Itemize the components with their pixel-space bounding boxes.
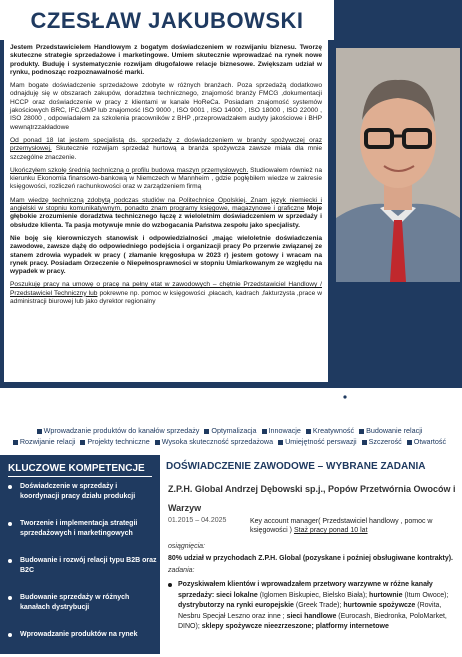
- candidate-name: CZESŁAW JAKUBOWSKI: [30, 8, 304, 33]
- bio-highlight: Mam wiedzę techniczną zdobytą podczas studiów na Politechnice Opolskiej. Znam język niemiecki i angielski w stopniu komunikatywnym, ponadto znam programy księgowe, magazynowe i graficzne: [10, 196, 322, 213]
- bullet-icon: [8, 485, 12, 489]
- square-bullet-icon: [407, 440, 412, 445]
- bio-paragraph: Jestem Przedstawicielem Handlowym z bogatym doświadczeniem w rozwijaniu biznesu. Tworzę skuteczne strategie sprzedażowe i marketingowe. Umiem skutecznie wprowadzać na rynek nowe produkty. Buduję i systematycznie rozwijam długofalowe relacje biznesowe. Zwiększam udział w rynku, podnosząc rozpoznawalność marki.: [10, 44, 322, 76]
- location-contact: [340, 392, 400, 406]
- portrait-illustration: [336, 48, 460, 282]
- keyword: Rozwijanie relacji: [13, 437, 76, 446]
- bio-highlight: Ukończyłem szkołę średnią techniczną o profilu budowa maszyn przemysłowych.: [10, 166, 249, 174]
- keyword: Umiejętność perswazji: [278, 437, 357, 446]
- competencies-title: KLUCZOWE KOMPETENCJE: [8, 463, 152, 477]
- square-bullet-icon: [362, 440, 367, 445]
- keyword: Szczerość: [362, 437, 402, 446]
- keyword: Optymalizacja: [204, 426, 256, 435]
- bio-text: Moje głębokie zrozumienie doradztwa technicznego łączę z wieloletnim doświadczeniem w sprzedaży i obsłudze klienta. Ta pasja motywuje mnie do wzbogacania Państwa zespołu jako specjalisty.: [10, 205, 322, 229]
- keyword: Innowacje: [262, 426, 301, 435]
- bullet-icon: [8, 522, 12, 526]
- achievements-label: osiągnięcia:: [168, 543, 205, 550]
- city: Kłobuck: [357, 392, 401, 405]
- bio-text: Skutecznie rozwijam sprzedaż hurtową a branża spożywcza zawsze miała dla mnie szczególne znaczenie.: [10, 145, 322, 161]
- location-pin-icon: [340, 392, 350, 406]
- competencies-list: [8, 482, 158, 657]
- bullet-icon: [8, 559, 12, 563]
- keyword: Wprowadzanie produktów do kanałów sprzedaży: [37, 426, 200, 435]
- competency-item: Budowanie sprzedaży w różnych kanałach dystrybucji: [8, 593, 158, 613]
- square-bullet-icon: [155, 440, 160, 445]
- duties-label: zadania:: [168, 567, 195, 574]
- keyword: Projekty techniczne: [80, 437, 149, 446]
- bio-paragraph: [10, 197, 322, 230]
- bio-text: pokrewne np. pomoc w księgowości ,płacach, kadrach ,fakturzysta ,prace w administracji biurowej lub jako dyrektor regionalny: [10, 289, 322, 306]
- square-bullet-icon: [278, 440, 283, 445]
- bio-paragraph: [10, 281, 322, 306]
- achievement-text: 80% udział w przychodach Z.P.H. Global (pozyskane i poźniej obsługiwane kontrakty).: [168, 555, 453, 562]
- bio-paragraph: Mam bogate doświadczenie sprzedażowe zdobyte w różnych branżach. Poza sprzedażą dodatkowo odnajduję się w obszarach zakupów, doradztwa technicznego, znajomość branży FMCG ,dokumentacji HCCP oraz doświadczenie w pracy z klientami w kanale HoReCa. Posiadam znajomość systemów jakościowych BRC, IFC,GMP lub znajomość ISO 9000 , ISO 9001 , ISO 14000 , ISO 18000 , ISO 22000 , ISO 28000 , odpowiadałem za szkolenia pracowników z BHP ,przeprowadzałem audyty jakościowe i BHP wewnątrzzakładowe: [10, 82, 322, 131]
- keyword: Kreatywność: [306, 426, 354, 435]
- experience-title: DOŚWIADCZENIE ZAWODOWE – WYBRANE ZADANIA: [166, 461, 426, 472]
- bio-highlight: Poszukuję pracy na umowę o pracę na pełny etat w zawodowych – chętnie Przedstawiciel Handlowy / Przedstawiciel Techniczny lub: [10, 281, 322, 297]
- tenure: Staż pracy ponad 10 lat: [293, 527, 368, 534]
- square-bullet-icon: [37, 429, 42, 434]
- bio-paragraph: [10, 167, 322, 192]
- square-bullet-icon: [262, 429, 267, 434]
- bio-section: [4, 40, 328, 382]
- bullet-icon: [8, 596, 12, 600]
- duty-item: Pozyskiwałem klientów i wprowadzałem przetwory warzywne w różne kanały sprzedaży: sieci lokalne (Iglomen Biskupiec, Bielsko Biała); hurtownie (Itum Owoce); dystrybutorzy na rynki europejskie (Greek Trade); hurtownie spożywcze (Rovita, Nesbru Specjał Leszno oraz inne ; sieci handlowe (Eurocash, Biedronka, PoloMarket, DINO); sklepy spożywcze nieezrzeszone; platformy internetowe: [178, 580, 454, 633]
- square-bullet-icon: [80, 440, 85, 445]
- keyword: Budowanie relacji: [359, 426, 422, 435]
- competency-item: Wprowadzanie produktów na rynek: [8, 630, 158, 640]
- bio-highlight: Od ponad 18 lat jestem specjalistą ds. sprzedaży z doświadczeniem w branży spożywczej oraz przemysłowej.: [10, 136, 322, 153]
- bio-paragraph: Nie boję się kierowniczych stanowisk i odpowiedzialności ,mając wieloletnie doświadczenia zawodowe, zawsze dążę do odpowiedniego podejścia i organizacji pracy Po przerwie związanej ze stanem zdrowia wypadek w pracy ( złamanie kręgosłupa w 2023 r) jestem gotowy i wracam na rynek pracy. Posiadam Orzeczenie o Niepełnosprawności w stopniu Umiarkowanym ze względu na wypadek w pracy.: [10, 234, 322, 276]
- square-bullet-icon: [204, 429, 209, 434]
- employment-dates: 01.2015 – 04.2025: [168, 517, 227, 524]
- job-role: [250, 517, 456, 535]
- phone-number: +48 692 689 344: [31, 392, 114, 405]
- email-contact[interactable]: [160, 392, 314, 404]
- company-name: Z.P.H. Global Andrzej Dębowski sp.j., Popów Przetwórnia Owoców i Warzyw: [168, 484, 456, 513]
- competency-item: Doświadczenie w sprzedaży i koordynacji pracy działu produkcji: [8, 482, 158, 502]
- bullet-icon: [8, 633, 12, 637]
- keyword: Otwartość: [407, 437, 446, 446]
- phone-icon: [12, 392, 22, 406]
- mail-icon: [160, 393, 174, 403]
- email-address: czeslaw78@poczta.onet.pl: [183, 392, 315, 404]
- bio-paragraph: [10, 137, 322, 162]
- competency-item: Tworzenie i implementacja strategii sprzedażowych i marketingowych: [8, 519, 158, 539]
- phone-contact[interactable]: [12, 392, 114, 406]
- profile-photo: [336, 48, 460, 282]
- keyword: Wysoka skuteczność sprzedażowa: [155, 437, 273, 446]
- square-bullet-icon: [13, 440, 18, 445]
- keywords-list: [8, 425, 454, 447]
- square-bullet-icon: [359, 429, 364, 434]
- competency-item: Budowanie i rozwój relacji typu B2B oraz B2C: [8, 556, 158, 576]
- role-title: Key account manager( Przedstawiciel handlowy , pomoc w księgowości ): [250, 518, 433, 534]
- square-bullet-icon: [306, 429, 311, 434]
- bullet-icon: [168, 583, 172, 587]
- bio-text: Studiowałem również na kierunku Ekonomia finansowo-bankową w Niemczech w Mannheim , gdzie pogłębiłem wiedze w zakresie księgowości, rozliczeń rachunkowości oraz w zarządzeniem firmą: [10, 166, 322, 191]
